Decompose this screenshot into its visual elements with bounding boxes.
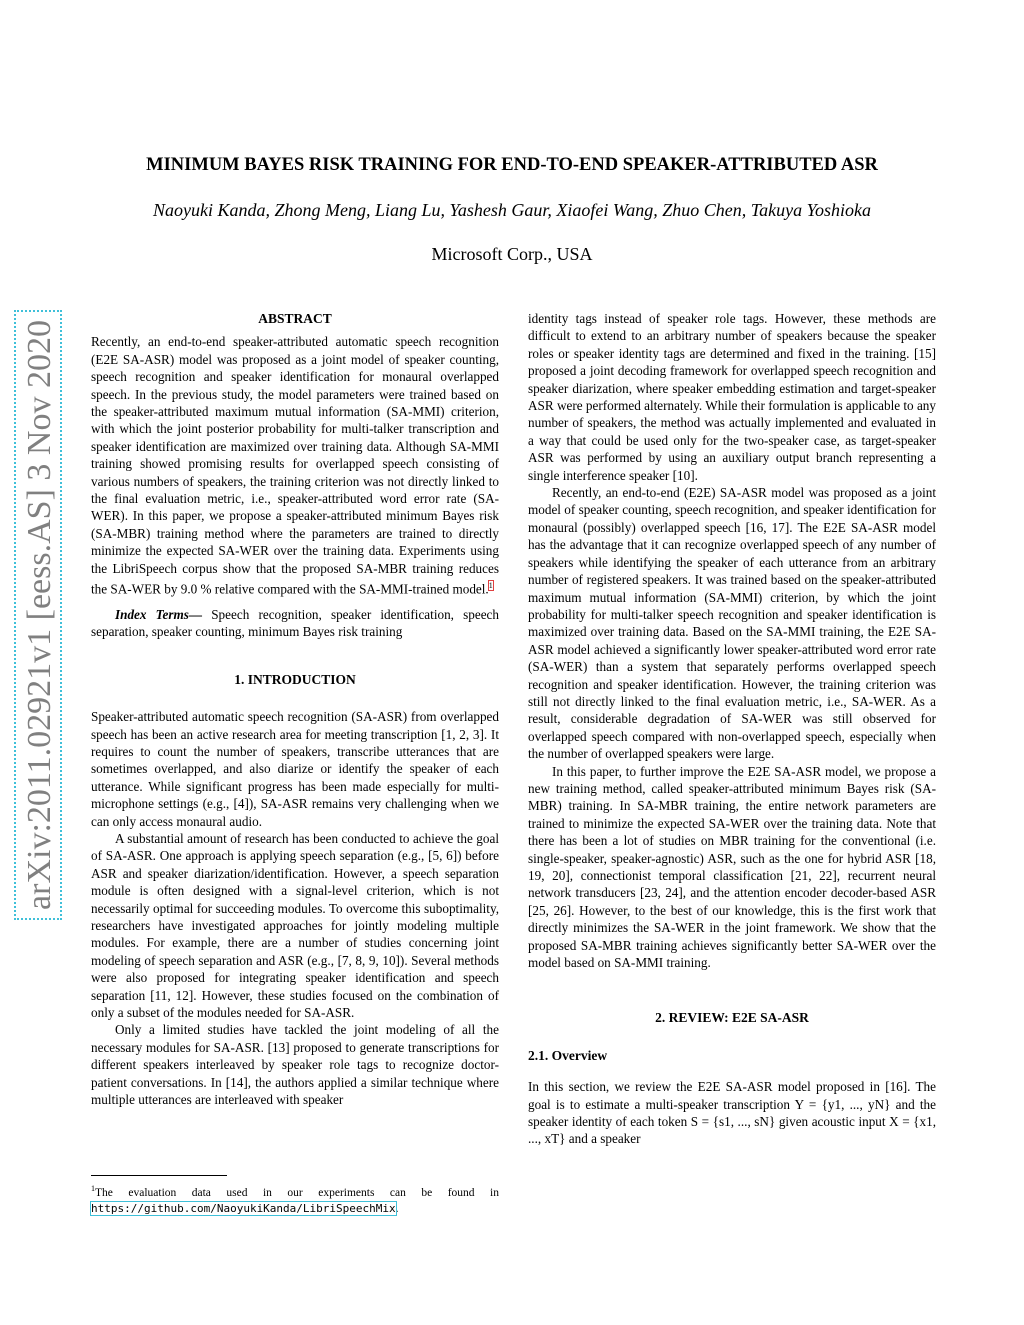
right-paragraph-3: In this paper, to further improve the E2E SA-ASR model, we propose a new training method, called speaker-attributed minimum Bayes risk (SA-MBR) training. In SA-MBR training, the entire network parameters are trained to minimize the expected SA-WER over the training data. Note that there has been a lot of studies on MBR training for the conventional (i.e. single-speaker, speaker-agnostic) ASR, such as the one for hybrid ASR [18, 19, 20], connectionist temporal classification [21, 22], recurrent neural network transducers [23, 24], and the attention encoder decoder-based ASR [25, 26]. However, to the best of our knowledge, this is the first work that directly minimizes the SA-WER in the joint framework. We show that the proposed SA-MBR training achieves significantly better SA-WER over the model based on SA-MMI training. bbox=[528, 763, 936, 971]
footnote-ref[interactable]: 1 bbox=[488, 581, 493, 591]
footnote: $^1$The evaluation data used in our experiments can be found in https://github.com/NaoyukiKanda/LibriSpeechMix. bbox=[91, 1184, 499, 1215]
right-paragraph-2: Recently, an end-to-end (E2E) SA-ASR model was proposed as a joint model of speaker counting, speech recognition, and speaker identification for monaural (possibly) overlapped speech [16, 17]. The E2E SA-ASR model has the advantage that it can recognize overlapped speech of any number of speakers while identifying the speaker of each utterance from an arbitrary number of registered speakers. It was trained based on the speaker-attributed maximum mutual information (SA-MMI) criterion, by which the joint probability for multi-talker speech recognition and speaker identification is maximized over training data. Based on the SA-MMI training, the E2E SA-ASR model achieved a significantly lower speaker-attributed word error rate (SA-WER) than a system that separately performs overlapped speech recognition and speaker identification. However, the training criterion was still not directly linked to the final evaluation metric, i.e., SA-WER. As a result, considerable degradation of SA-WER was still observed for overlapped speech compared with non-overlapped speech, especially when the number of overlapped speakers were large. bbox=[528, 485, 936, 762]
intro-paragraph-1: Speaker-attributed automatic speech recognition (SA-ASR) from overlapped speech has been an active research area for meeting transcription [1, 2, 3]. It requires to count the number of speakers, transcribe utterances that are sometimes overlapped, and also diarize or identify the speaker of each utterance. While significant progress has been made especially for multi-microphone settings (e.g., [4]), SA-ASR remains very challenging when we can only access monaural audio. bbox=[91, 709, 499, 829]
intro-heading: 1. INTRODUCTION bbox=[234, 671, 356, 687]
footnote-text: The evaluation data used in our experiments can be found in bbox=[95, 1186, 499, 1199]
footnote-rule bbox=[91, 1175, 227, 1176]
section2-heading: 2. REVIEW: E2E SA-ASR bbox=[655, 1010, 809, 1026]
right-column bbox=[528, 310, 936, 1148]
right-paragraph-1: identity tags instead of speaker role tags. However, these methods are difficult to extend to an arbitrary number of speakers because the speaker roles or speaker identity tags are determined and fixed in the training. [15] proposed a joint decoding framework for overlapped speech recognition and speaker diarization, where speaker embedding estimation and target-speaker ASR were performed alternately. While their formulation is applicable to any number of speakers, the method was actually implemented and evaluated in a way that could be used only for the two-speaker case, as target-speaker ASR was performed by using an auxiliary output branch representing a single interference speaker [10]. bbox=[528, 311, 936, 483]
arxiv-identifier[interactable]: arXiv:2011.02921v1 [eess.AS] 3 Nov 2020 bbox=[14, 310, 62, 920]
overview-paragraph: In this section, we review the E2E SA-ASR model proposed in [16]. The goal is to estimate a multi-speaker transcription Y = {y1, ..., yN} and the speaker identity of each token S = {s1, ..., sN} given acoustic input X = {x1, ..., xT} and a speaker bbox=[528, 1079, 936, 1147]
abstract-heading: ABSTRACT bbox=[258, 311, 332, 326]
paper-title: MINIMUM BAYES RISK TRAINING FOR END-TO-END SPEAKER-ATTRIBUTED ASR bbox=[146, 155, 878, 175]
abstract-text: Recently, an end-to-end speaker-attributed automatic speech recognition (E2E SA-ASR) model was proposed as a joint model of speaker counting, speech recognition and speaker identification for monaural overlapped speech. In the previous study, the model parameters were trained based on the speaker-attributed maximum mutual information (SA-MMI) criterion, with which the joint posterior probability for multi-talker transcription and speaker identification are maximized over training data. Although SA-MMI training showed promising results for overlapped speech consisting of various numbers of speakers, the training criterion was not directly linked to the final evaluation metric, i.e., speaker-attributed word error rate (SA-WER). In this paper, we propose a speaker-attributed minimum Bayes risk (SA-MBR) training method where the parameters are trained to directly minimize the expected SA-WER over the training data. Experiments using the LibriSpeech corpus show that the proposed SA-MBR training reduces the SA-WER by 9.0 % relative compared with the SA-MMI-trained model.$^1$ bbox=[91, 334, 499, 597]
intro-paragraph-3: Only a limited studies have tackled the joint modeling of all the necessary modules for SA-ASR. [13] proposed to generate transcriptions for different speakers interleaved by speaker role tags to recognize doctor-patient conversations. In [14], the authors applied a similar technique where multiple utterances are interleaved with speaker bbox=[91, 1022, 499, 1108]
footnote-mark: 1 bbox=[91, 1184, 95, 1193]
footnote-url-link[interactable]: https://github.com/NaoyukiKanda/LibriSpeechMix bbox=[91, 1201, 396, 1215]
affiliation: Microsoft Corp., USA bbox=[431, 244, 593, 264]
left-column bbox=[91, 310, 499, 1108]
intro-paragraph-2: A substantial amount of research has been conducted to achieve the goal of SA-ASR. One approach is applying speech separation (e.g., [5, 6]) before ASR and speaker diarization/identification. However, a speech separation module is often designed with a signal-level criterion, which is not necessarily optimal for succeeding modules. To overcome this suboptimality, researchers have investigated approaches for jointly modeling multiple modules. For example, there are a number of studies concerning joint modeling of speech separation and ASR (e.g., [7, 8, 9, 10]). Several methods were also proposed for integrating speaker identification and speech separation [11, 12]. However, these studies focused on the combination of only a subset of the modules needed for SA-ASR. bbox=[91, 830, 499, 1021]
index-terms-label: Index Terms— bbox=[115, 606, 203, 622]
arxiv-sidebar bbox=[14, 310, 62, 920]
author-list: Naoyuki Kanda, Zhong Meng, Liang Lu, Yashesh Gaur, Xiaofei Wang, Zhuo Chen, Takuya Yoshioka bbox=[153, 200, 871, 220]
subsection-heading: 2.1. Overview bbox=[528, 1047, 608, 1063]
index-terms: Index Terms— Speech recognition, speaker identification, speech separation, speaker counting, minimum Bayes risk training bbox=[91, 606, 499, 640]
